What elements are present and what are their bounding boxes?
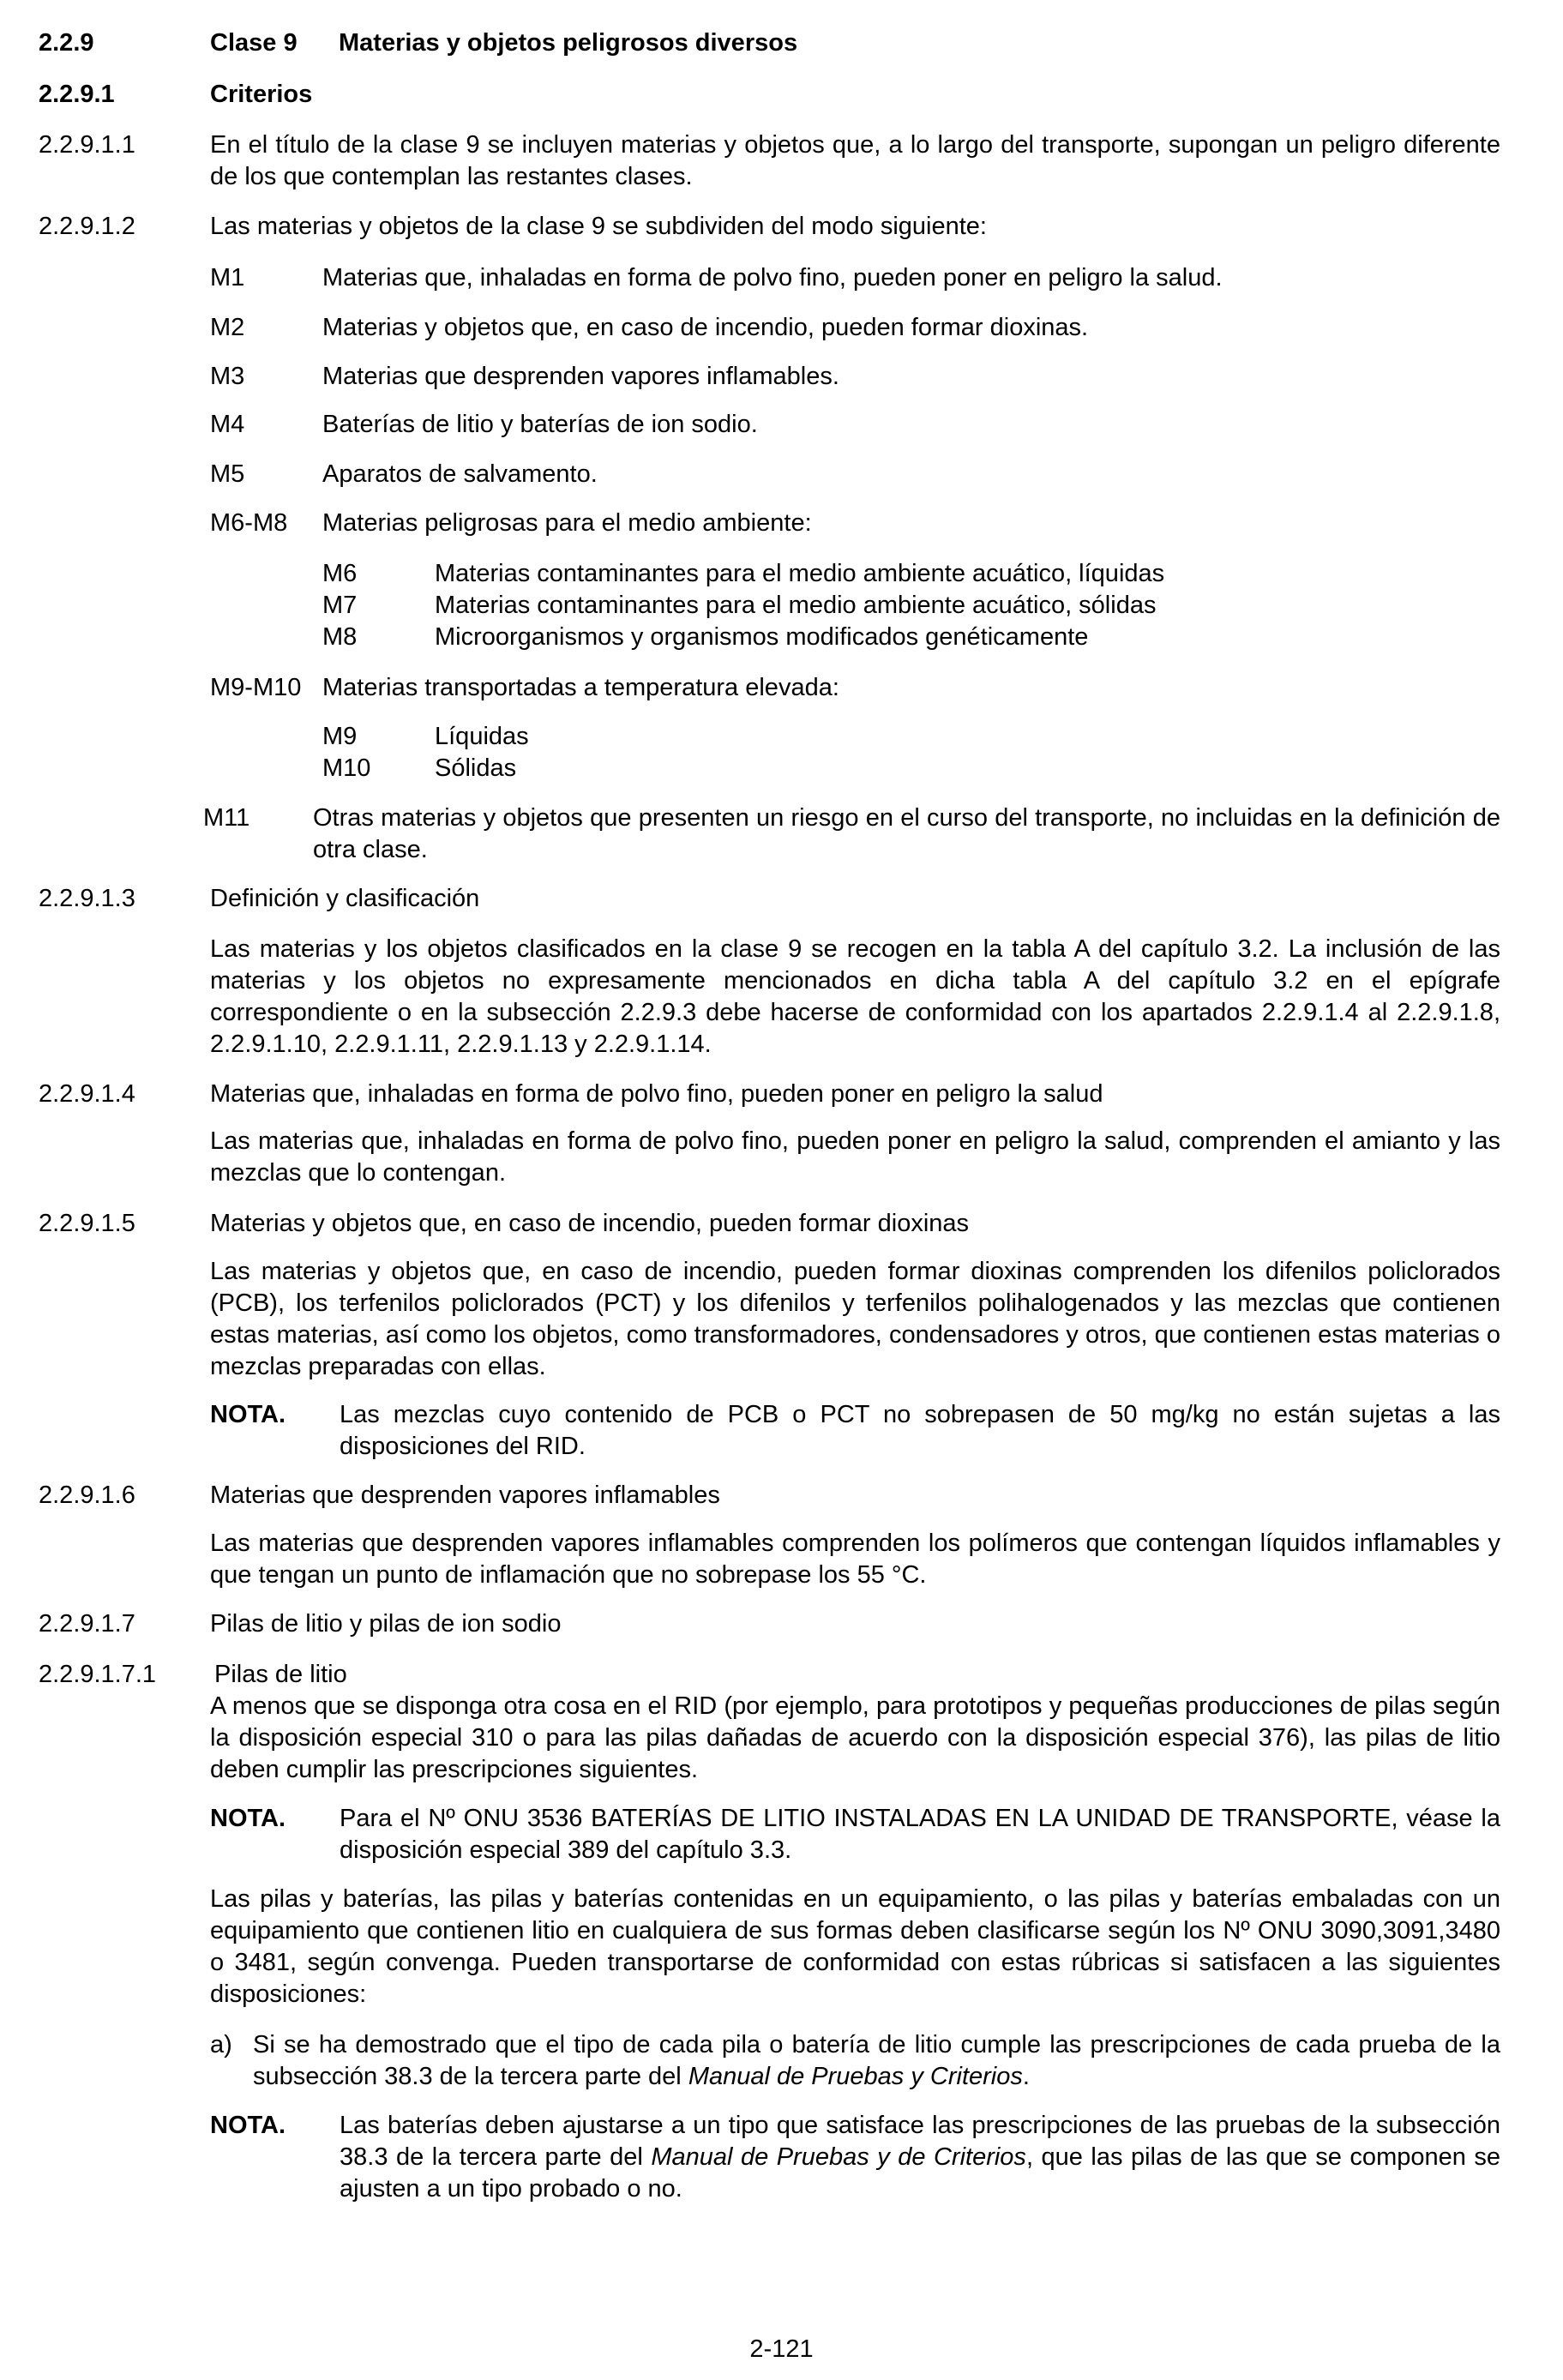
section-title: Materias y objetos que, en caso de incendio, pueden formar dioxinas	[210, 1210, 970, 1237]
m-text: Materias contaminantes para el medio ambiente acuático, líquidas	[435, 560, 1165, 587]
m-code: M9	[322, 723, 358, 750]
note-text: Para el Nº ONU 3536 BATERÍAS DE LITIO INSTALADAS EN LA UNIDAD DE TRANSPORTE, véase la disposición especial 389 del capítulo 3.3.	[340, 1805, 1500, 1864]
m-code: M6	[322, 560, 358, 587]
note-text: Las mezclas cuyo contenido de PCB o PCT no sobrepasen de 50 mg/kg no están sujetas a las disposiciones del RID.	[340, 1401, 1500, 1460]
m-code: M4	[210, 411, 245, 438]
m-text: Otras materias y objetos que presenten un riesgo en el curso del transporte, no incluidas en la definición de otra clase.	[313, 804, 1500, 863]
heading-title: Criterios	[210, 81, 313, 108]
m-text: Materias que desprenden vapores inflamables.	[322, 363, 839, 390]
section-number: 2.2.9.1.1	[39, 131, 135, 159]
section-number: 2.2.9.1.7	[39, 1610, 135, 1638]
section-text: Las materias y objetos de la clase 9 se subdividen del modo siguiente:	[210, 213, 987, 240]
m-text: Líquidas	[435, 723, 529, 750]
section-title: Pilas de litio y pilas de ion sodio	[210, 1610, 562, 1638]
m-code: M9-M10	[210, 674, 302, 701]
m-code: M1	[210, 264, 245, 291]
m-text: Materias y objetos que, en caso de incendio, pueden formar dioxinas.	[322, 314, 1089, 341]
heading-number: 2.2.9	[39, 29, 94, 57]
section-title: Pilas de litio	[214, 1661, 347, 1688]
m-text: Materias contaminantes para el medio ambiente acuático, sólidas	[435, 592, 1157, 619]
m-code: M6-M8	[210, 509, 288, 537]
m-code: M3	[210, 363, 245, 390]
heading-title: Materias y objetos peligrosos diversos	[339, 29, 798, 57]
section-number: 2.2.9.1.2	[39, 213, 135, 240]
section-number: 2.2.9.1.3	[39, 885, 135, 912]
section-title: Definición y clasificación	[210, 885, 480, 912]
note-text: Las baterías deben ajustarse a un tipo que satisface las prescripciones de las pruebas de la subsección 38.3 de la tercera parte del Manual de Pruebas y de Criterios, que las pilas de las que se componen se ajusten a un tipo probado o no.	[340, 2112, 1500, 2203]
section-number: 2.2.9.1.6	[39, 1481, 135, 1509]
item-label: a)	[210, 2031, 232, 2058]
heading-number: 2.2.9.1	[39, 81, 115, 108]
m-code: M8	[322, 623, 358, 651]
note-label: NOTA.	[210, 1401, 286, 1428]
item-text: Si se ha demostrado que el tipo de cada pila o batería de litio cumple las prescripciones de cada prueba de la subsección 38.3 de la tercera parte del Manual de Pruebas y Criterios.	[253, 2031, 1500, 2090]
m-code: M7	[322, 592, 358, 619]
section-number: 2.2.9.1.5	[39, 1210, 135, 1237]
m-code: M11	[203, 804, 250, 832]
section-number: 2.2.9.1.4	[39, 1080, 135, 1108]
section-text: Las materias y los objetos clasificados en la clase 9 se recogen en la tabla A del capítulo 3.2. La inclusión de las materias y los objetos no expresamente mencionados en dicha tabla A del capítulo 3.2 en el epígrafe correspondiente o en la subsección 2.2.9.3 debe hacerse de conformidad con los apartados 2.2.9.1.4 al 2.2.9.1.8, 2.2.9.1.10, 2.2.9.1.11, 2.2.9.1.13 y 2.2.9.1.14.	[210, 935, 1500, 1058]
section-text: Las materias y objetos que, en caso de incendio, pueden formar dioxinas comprenden los difenilos policlorados (PCB), los terfenilos policlorados (PCT) y los difenilos y terfenilos polihalogenados y las mezclas que contienen estas materias, así como los objetos, como transformadores, condensadores y otros, que contienen estas materias o mezclas preparadas con ellas.	[210, 1258, 1500, 1380]
section-text: En el título de la clase 9 se incluyen materias y objetos que, a lo largo del transporte, supongan un peligro diferente de los que contemplan las restantes clases.	[210, 131, 1500, 190]
m-code: M2	[210, 314, 245, 341]
m-text: Materias que, inhaladas en forma de polvo fino, pueden poner en peligro la salud.	[322, 264, 1223, 291]
m-text: Aparatos de salvamento.	[322, 460, 598, 488]
m-text: Sólidas	[435, 754, 517, 782]
m-text: Microorganismos y organismos modificados genéticamente	[435, 623, 1089, 651]
m-text: Materias transportadas a temperatura elevada:	[322, 674, 839, 701]
section-title: Materias que, inhaladas en forma de polvo fino, pueden poner en peligro la salud	[210, 1080, 1103, 1108]
note-label: NOTA.	[210, 2112, 286, 2139]
m-code: M10	[322, 754, 371, 782]
page-number: 2-121	[749, 2335, 814, 2363]
section-number: 2.2.9.1.7.1	[39, 1661, 157, 1688]
section-text: Las materias que, inhaladas en forma de polvo fino, pueden poner en peligro la salud, comprenden el amianto y las mezclas que lo contengan.	[210, 1127, 1500, 1187]
m-text: Baterías de litio y baterías de ion sodio.	[322, 411, 758, 438]
section-text: Las materias que desprenden vapores inflamables comprenden los polímeros que contengan líquidos inflamables y que tengan un punto de inflamación que no sobrepase los 55 °C.	[210, 1530, 1500, 1589]
m-code: M5	[210, 460, 245, 488]
heading-label: Clase 9	[210, 29, 298, 57]
section-text: A menos que se disponga otra cosa en el RID (por ejemplo, para prototipos y pequeñas producciones de pilas según la disposición especial 310 o para las pilas dañadas de acuerdo con la disposición especial 376), las pilas de litio deben cumplir las prescripciones siguientes.	[210, 1692, 1500, 1783]
section-title: Materias que desprenden vapores inflamables	[210, 1481, 720, 1509]
note-label: NOTA.	[210, 1805, 286, 1832]
m-text: Materias peligrosas para el medio ambiente:	[322, 509, 812, 537]
section-text: Las pilas y baterías, las pilas y baterías contenidas en un equipamiento, o las pilas y baterías embaladas con un equipamiento que contienen litio en cualquiera de sus formas deben clasificarse según los Nº ONU 3090,3091,3480 o 3481, según convenga. Pueden transportarse de conformidad con estas rúbricas si satisfacen a las siguientes disposiciones:	[210, 1885, 1500, 2008]
